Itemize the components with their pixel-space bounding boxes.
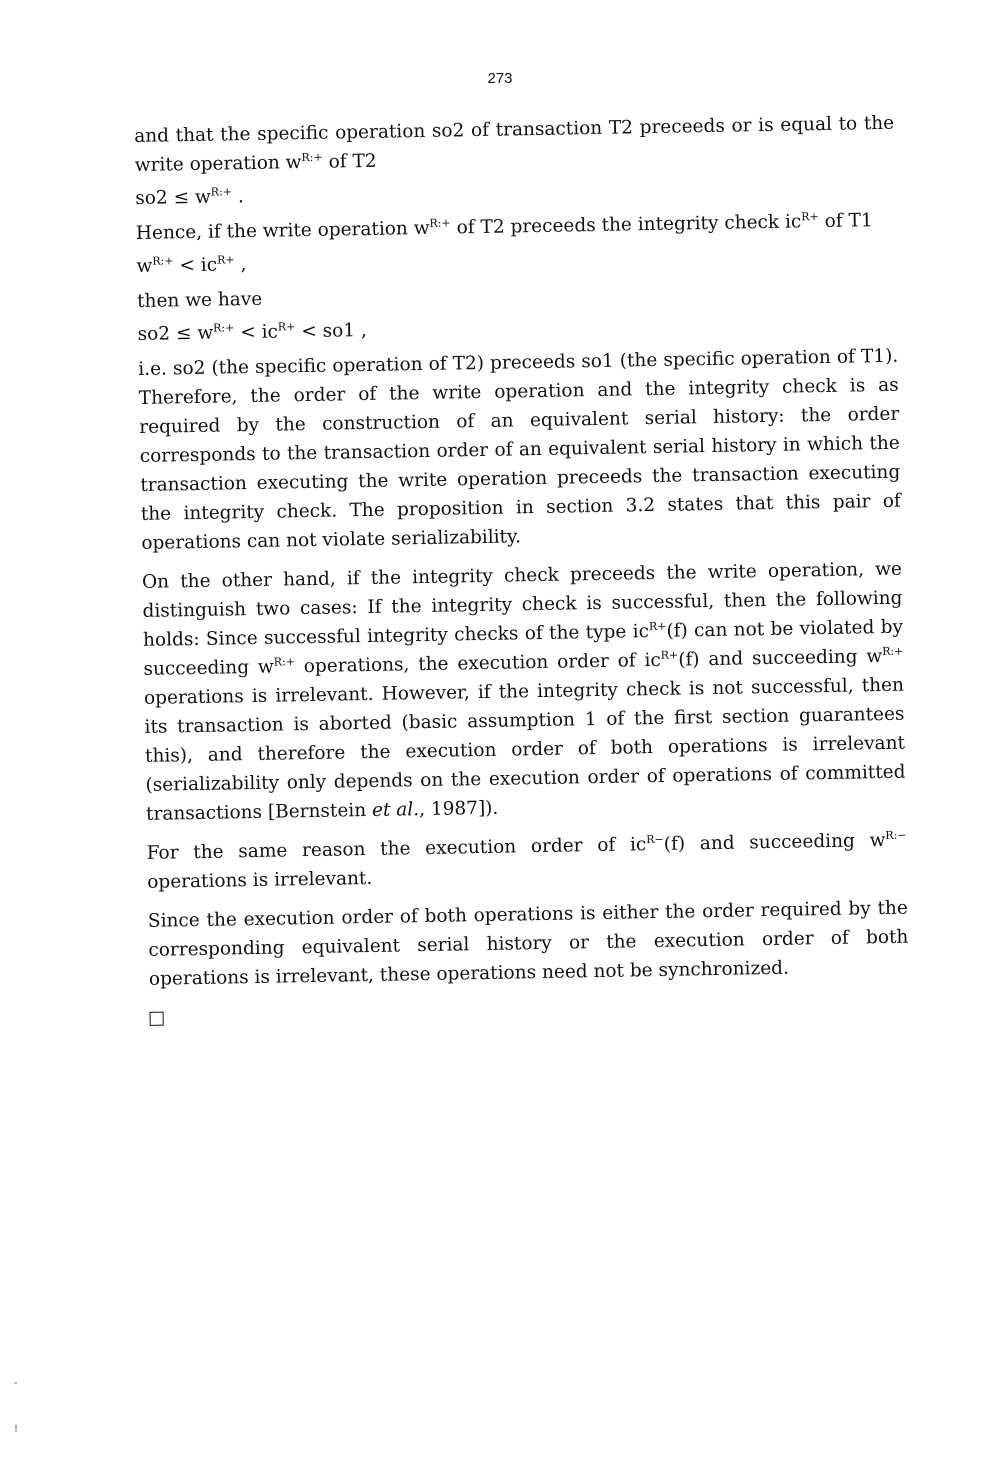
qed-box-icon xyxy=(150,1012,164,1026)
paragraph-7: Since the execution order of both operations is either the order required by the corresponding equivalent serial history or the execution order of both operations is irrelevant, these operations need not be synchronized. xyxy=(147,897,909,990)
paragraph-3: then we have xyxy=(136,288,263,312)
formula-chain: $so2 \le w^{R:+} < ic^{R+} < so1$ , xyxy=(137,319,368,345)
page-body xyxy=(134,109,910,1035)
paragraph-4: i.e. so2 (the specific operation of T2) preceeds so1 (the specific operation of T1). Therefore, the order of the write operation and the integrity check is as required by the construction of an equivalent serial history: the order corresponds to the transaction order of an equivalent serial history in which the transaction executing the write operation preceeds the transaction executing the integrity check. The proposition in section 3.2 states that this pair of operations can not violate serializability. xyxy=(138,345,901,554)
formula-w-lt-ic: $w^{R:+} < ic^{R+}$ , xyxy=(136,253,247,277)
paragraph-5: On the other hand, if the integrity check preceeds the write operation, we distinguish two cases: If the integrity check is successful, then the following holds: Since successful integrity checks of the type $ic^{R+}(f)$ can not be violated by succeeding $w^{R:+}$ operations, the execution order of $ic^{R+}(f)$ and succeeding $w^{R:+}$ operations is irrelevant. However, if the integrity check is not successful, then its transaction is aborted (basic assumption 1 of the first section guarantees this), and therefore the execution order of both operations is irrelevant (serializability only depends on the execution order of operations of committed transactions [Bernstein et al., 1987]). xyxy=(141,558,906,825)
margin-mark: - xyxy=(14,1378,18,1389)
formula-so2-le-w: $so2 \le w^{R:+}$ . xyxy=(135,185,244,209)
paragraph-2: Hence, if the write operation $w^{R:+}$ of T2 preceeds the integrity check $ic^{R+}$ of T1 xyxy=(135,210,873,244)
paragraph-1: and that the specific operation so2 of transaction T2 preceeds or is equal to the write operation $w^{R:+}$ of T2 xyxy=(134,112,895,176)
paragraph-6: For the same reason the execution order of $ic^{R-}(f)$ and succeeding $w^{R:-}$ operations is irrelevant. xyxy=(146,828,907,893)
page-number: 273 xyxy=(487,70,513,87)
margin-mark: ! xyxy=(14,1424,19,1435)
